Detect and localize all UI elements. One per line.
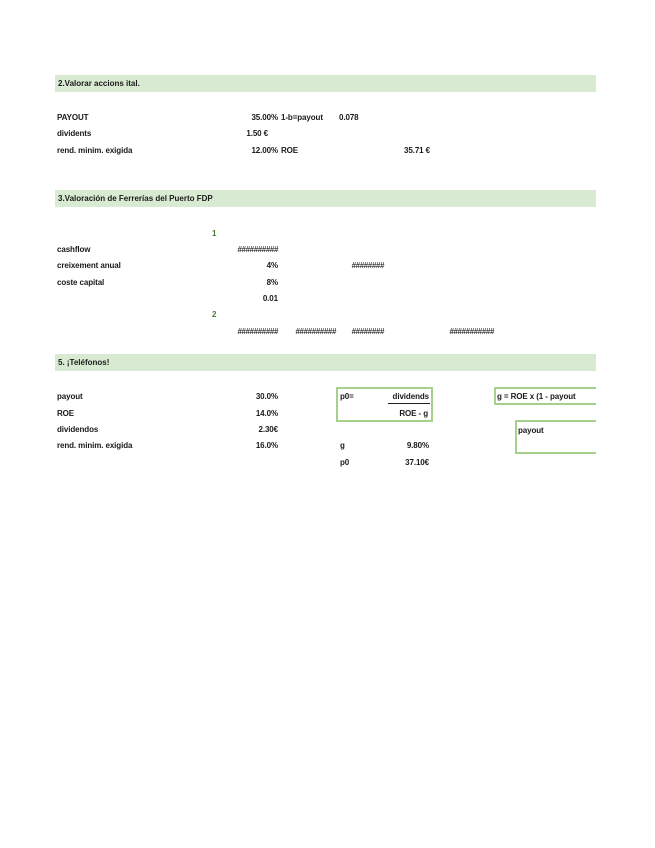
creixement-value[interactable]: 4% [266, 261, 278, 270]
fraction-bar [388, 403, 430, 404]
creixement-label: creixement anual [57, 261, 121, 270]
p0-formula-lhs: p0= [340, 392, 354, 401]
section-2-title: 2.Valorar accions ital. [58, 79, 140, 88]
row2-value-2[interactable]: ########## [295, 327, 336, 336]
s5-rend-minim-value[interactable]: 16.0% [255, 441, 278, 450]
p0-formula-denominator: ROE - g [399, 409, 428, 418]
section-3-header [55, 190, 596, 207]
section-3-title: 3.Valoración de Ferrerías del Puerto FDP [58, 194, 213, 203]
g-formula-text: g = ROE x (1 - payout [497, 392, 576, 401]
factor-value[interactable]: 0.01 [262, 294, 278, 303]
roe-value[interactable]: 35.71 € [404, 146, 430, 155]
row2-value-1[interactable]: ########## [237, 327, 278, 336]
rend-minim-label: rend. minim. exigida [57, 146, 133, 155]
section-2-header [55, 75, 596, 92]
p0-value[interactable]: 37.10€ [405, 458, 429, 467]
row2-value-4[interactable]: ########### [449, 327, 494, 336]
p0-formula-numerator: dividends [392, 392, 429, 401]
s5-rend-minim-label: rend. minim. exigida [57, 441, 133, 450]
g-value[interactable]: 9.80% [406, 441, 429, 450]
payout-box-label: payout [518, 426, 544, 435]
s5-payout-label: payout [57, 392, 83, 401]
s5-dividendos-label: dividendos [57, 425, 99, 434]
marker-2: 2 [212, 310, 217, 319]
cashflow-label: cashflow [57, 245, 91, 254]
coste-capital-label: coste capital [57, 278, 105, 287]
g-label: g [340, 441, 345, 450]
section-5-header [55, 354, 596, 371]
dividents-label: dividents [57, 129, 92, 138]
cashflow-value[interactable]: ########## [237, 245, 278, 254]
marker-1: 1 [212, 229, 217, 238]
payout-value[interactable]: 35.00% [251, 113, 278, 122]
payout-retention-label: 1-b=payout [281, 113, 323, 122]
dividents-value[interactable]: 1.50 € [246, 129, 268, 138]
rend-minim-value[interactable]: 12.00% [251, 146, 278, 155]
creixement-extra-value[interactable]: ######## [351, 261, 384, 270]
s5-payout-value[interactable]: 30.0% [255, 392, 278, 401]
roe-label: ROE [281, 146, 299, 155]
section-5-title: 5. ¡Teléfonos! [58, 358, 110, 367]
row2-value-3[interactable]: ######## [351, 327, 384, 336]
payout-label: PAYOUT [57, 113, 89, 122]
s5-dividendos-value[interactable]: 2.30€ [258, 425, 278, 434]
p0-label: p0 [340, 458, 350, 467]
s5-roe-value[interactable]: 14.0% [255, 409, 278, 418]
coste-capital-value[interactable]: 8% [266, 278, 278, 287]
payout-retention-value[interactable]: 0.078 [339, 113, 359, 122]
s5-roe-label: ROE [57, 409, 75, 418]
